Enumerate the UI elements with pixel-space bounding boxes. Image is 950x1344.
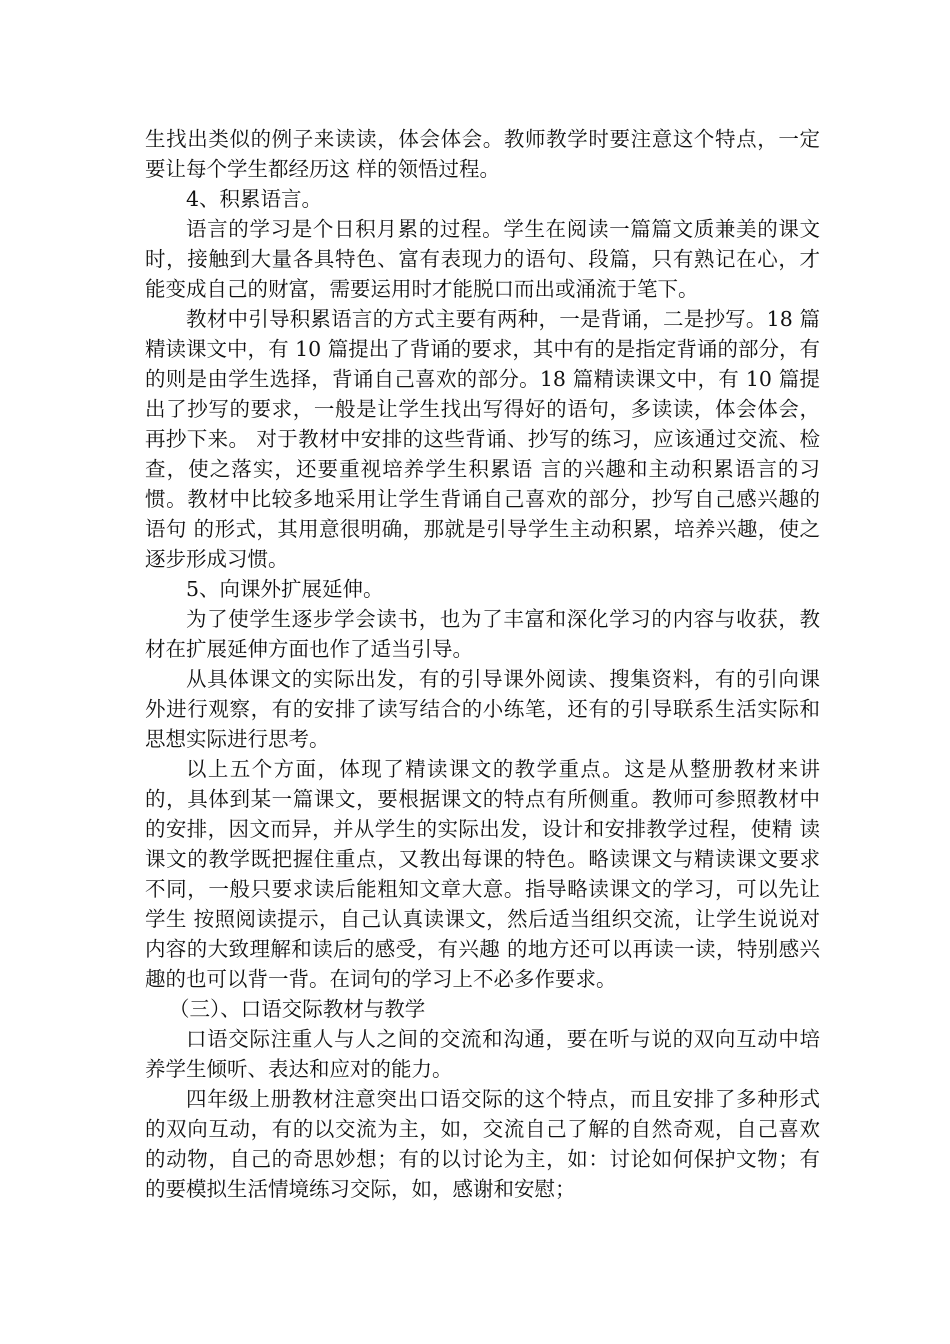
section-heading: 4、积累语言。 [186,187,323,211]
paragraph: 为了使学生逐步学会读书，也为了丰富和深化学习的内容与收获，教材在扩展延伸方面也作了适当引导。 [145,607,820,661]
section-heading: 5、向课外扩展延伸。 [186,577,384,601]
paragraph: 教材中引导积累语言的方式主要有两种，一是背诵，二是抄写。18 篇精读课文中，有 10 篇提出了背诵的要求，其中有的是指定背诵的部分，有的则是由学生选择，背诵自己喜欢的部分。18 篇精读课文中，有 10 篇提出了抄写的要求，一般是让学生找出写得好的语句，多读读，体会体会，再抄下来。 对于教材中安排的这些背诵、抄写的练习，应该通过交流、检查，使之落实，还要重视培养学生积累语 言的兴趣和主动积累语言的习惯。教材中比较多地采用让学生背诵自己喜欢的部分，抄写自己感兴趣的语句 的形式，其用意很明确，那就是引导学生主动积累，培养兴趣，使之逐步形成习惯。 [145,307,820,571]
paragraph: 以上五个方面，体现了精读课文的教学重点。这是从整册教材来讲的，具体到某一篇课文，要根据课文的特点有所侧重。教师可参照教材中的安排，因文而异，并从学生的实际出发，设计和安排教学过程，使精 读课文的教学既把握住重点，又教出每课的特色。略读课文与精读课文要求不同，一般只要求读后能粗知文章大意。指导略读课文的学习，可以先让学生 按照阅读提示，自己认真读课文，然后适当组织交流，让学生说说对内容的大致理解和读后的感受，有兴趣 的地方还可以再读一读，特别感兴趣的也可以背一背。在词句的学习上不必多作要求。 [145,757,820,991]
paragraph: 口语交际注重人与人之间的交流和沟通，要在听与说的双向互动中培养学生倾听、表达和应对的能力。 [145,1027,820,1081]
document-body [145,124,820,1204]
section-heading: （三）、口语交际教材与教学 [169,997,426,1021]
paragraph: 四年级上册教材注意突出口语交际的这个特点，而且安排了多种形式的双向互动，有的以交流为主，如，交流自己了解的自然奇观，自己喜欢的动物，自己的奇思妙想；有的以讨论为主，如：讨论如何保护文物；有的要模拟生活情境练习交际，如，感谢和安慰； [145,1087,820,1201]
paragraph: 生找出类似的例子来读读，体会体会。教师教学时要注意这个特点，一定要让每个学生都经历这 样的领悟过程。 [145,127,820,181]
paragraph: 从具体课文的实际出发，有的引导课外阅读、搜集资料，有的引向课外进行观察，有的安排了读写结合的小练笔，还有的引导联系生活实际和思想实际进行思考。 [145,667,820,751]
paragraph: 语言的学习是个日积月累的过程。学生在阅读一篇篇文质兼美的课文时，接触到大量各具特色、富有表现力的语句、段篇，只有熟记在心，才能变成自己的财富，需要运用时才能脱口而出或涌流于笔下。 [145,217,820,301]
